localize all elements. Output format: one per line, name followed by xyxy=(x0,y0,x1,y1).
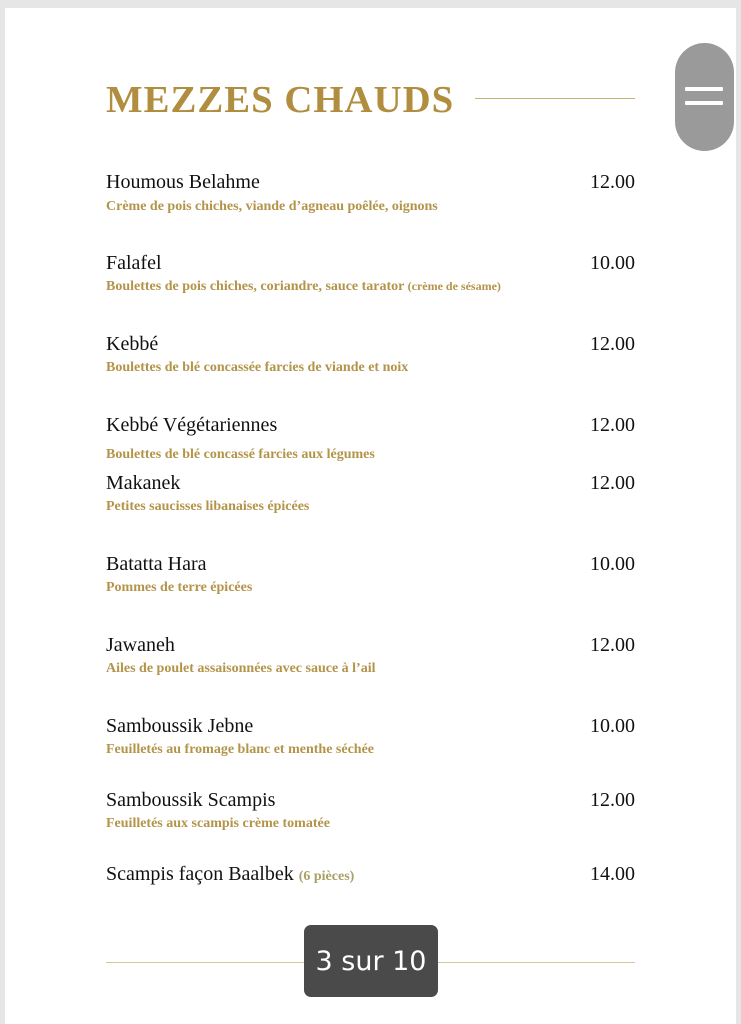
item-name: Falafel xyxy=(106,252,162,274)
section-title: MEZZES CHAUDS xyxy=(106,79,455,121)
item-description xyxy=(106,279,501,295)
item-name: Kebbé Végétariennes xyxy=(106,414,278,436)
item-description: Ailes de poulet assaisonnées avec sauce à l’ail xyxy=(106,661,376,676)
item-price: 12.00 xyxy=(590,789,635,811)
item-description-text: Boulettes de pois chiches, coriandre, sauce tarator xyxy=(106,279,405,294)
item-name: Makanek xyxy=(106,472,181,494)
item-price: 12.00 xyxy=(590,472,635,494)
handle-grip-icon xyxy=(685,87,723,91)
item-name: Jawaneh xyxy=(106,634,175,656)
item-price: 14.00 xyxy=(590,863,635,885)
handle-grip-icon xyxy=(685,101,723,105)
item-description: Boulettes de blé concassée farcies de viande et noix xyxy=(106,360,409,375)
page-indicator: 3 sur 10 xyxy=(304,925,438,997)
item-name: Kebbé xyxy=(106,333,159,355)
item-price: 12.00 xyxy=(590,171,635,193)
item-name xyxy=(106,863,354,886)
item-description: Pommes de terre épicées xyxy=(106,580,253,595)
item-name-text: Scampis façon Baalbek xyxy=(106,863,294,885)
item-price: 10.00 xyxy=(590,553,635,575)
item-name-note: (6 pièces) xyxy=(298,869,355,884)
item-name: Batatta Hara xyxy=(106,553,207,575)
item-description: Crème de pois chiches, viande d’agneau poêlée, oignons xyxy=(106,199,438,214)
item-name: Houmous Belahme xyxy=(106,171,260,193)
item-price: 10.00 xyxy=(590,715,635,737)
item-price: 12.00 xyxy=(590,333,635,355)
item-price: 10.00 xyxy=(590,252,635,274)
item-name: Samboussik Jebne xyxy=(106,715,254,737)
item-name: Samboussik Scampis xyxy=(106,789,276,811)
item-description: Feuilletés au fromage blanc et menthe séchée xyxy=(106,742,375,757)
item-description: Petites saucisses libanaises épicées xyxy=(106,499,310,514)
item-price: 12.00 xyxy=(590,634,635,656)
fast-scroll-handle[interactable] xyxy=(675,43,734,151)
item-description: Feuilletés aux scampis crème tomatée xyxy=(106,816,330,831)
item-description-note: (crème de sésame) xyxy=(407,279,501,293)
title-divider xyxy=(475,98,635,99)
item-price: 12.00 xyxy=(590,414,635,436)
item-description: Boulettes de blé concassé farcies aux légumes xyxy=(106,447,375,462)
